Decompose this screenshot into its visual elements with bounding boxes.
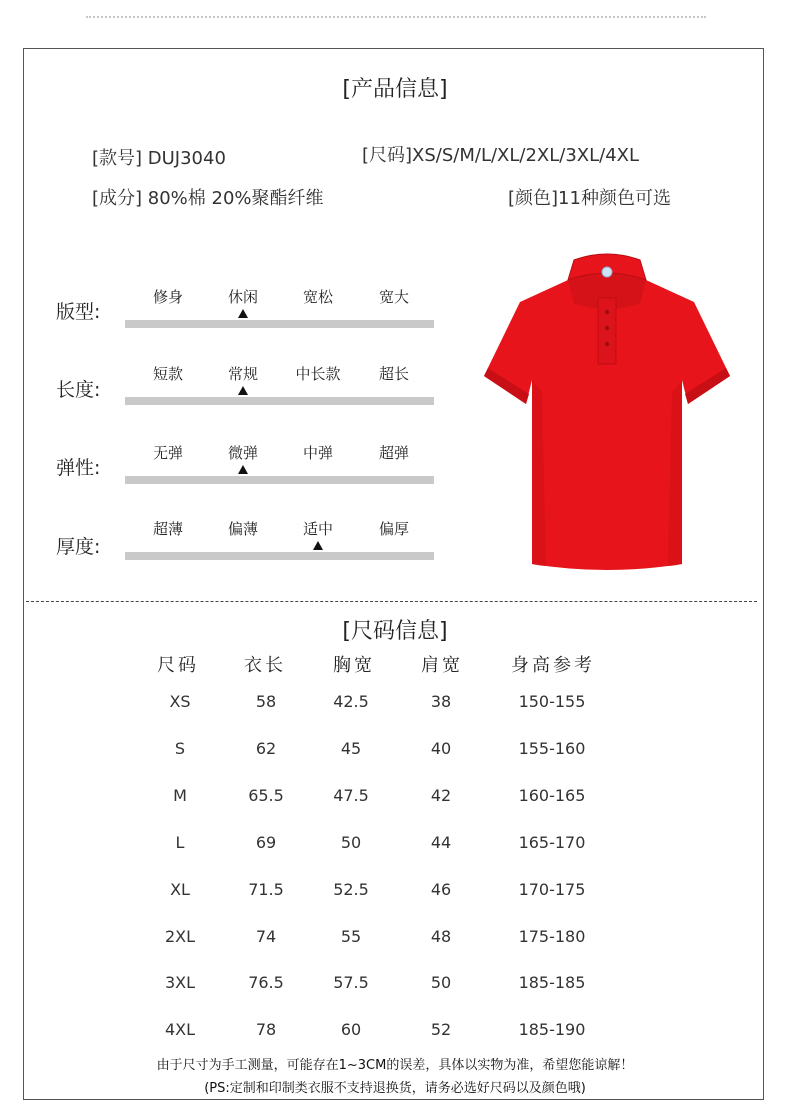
attr-option: 宽大 (378, 288, 409, 306)
attr-option: 中长款 (295, 365, 341, 383)
attr-option: 无弹 (152, 444, 183, 462)
table-cell: 60 (340, 1020, 362, 1040)
table-cell: 62 (255, 738, 277, 758)
scale-bar (125, 397, 434, 405)
product-info-title: [产品信息] (342, 77, 448, 102)
table-cell: 185-190 (518, 1020, 586, 1040)
attr-option: 宽松 (302, 288, 333, 306)
table-cell: 150-155 (518, 692, 586, 711)
attr-option: 修身 (152, 288, 183, 306)
table-cell: 57.5 (333, 973, 369, 993)
table-cell: 44 (430, 832, 452, 852)
table-cell-size: 2XL (164, 926, 196, 946)
table-header: 衣长 (244, 655, 286, 676)
table-cell-size: M (173, 785, 187, 805)
table-header: 胸宽 (333, 655, 375, 676)
table-cell-size: 3XL (164, 973, 196, 993)
table-header: 肩宽 (421, 655, 463, 676)
selection-marker-icon (313, 541, 323, 550)
attr-option: 常规 (227, 365, 258, 383)
scale-bar (125, 552, 434, 560)
model-number: [款号] DUJ3040 (92, 148, 226, 169)
attr-option: 休闲 (227, 288, 258, 306)
table-cell: 58 (255, 692, 277, 711)
attr-option: 适中 (302, 520, 333, 538)
attr-label-thickness: 厚度: (56, 536, 101, 558)
table-cell: 170-175 (518, 879, 586, 899)
section-divider (26, 601, 757, 602)
table-cell: 42 (430, 785, 452, 805)
table-header: 身高参考 (511, 655, 595, 676)
table-cell: 71.5 (248, 879, 284, 899)
selection-marker-icon (238, 465, 248, 474)
attr-option: 偏厚 (378, 520, 409, 538)
attr-option: 偏薄 (227, 520, 258, 538)
table-cell: 47.5 (333, 785, 369, 805)
table-cell: 185-185 (518, 973, 586, 993)
table-cell: 50 (430, 973, 452, 993)
size-list: [尺码]XS/S/M/L/XL/2XL/3XL/4XL (362, 145, 640, 166)
attr-label-elasticity: 弹性: (56, 457, 101, 479)
table-cell: 45 (340, 738, 362, 758)
table-cell-size: XL (170, 879, 190, 899)
table-cell: 50 (340, 832, 362, 852)
table-cell: 74 (255, 926, 277, 946)
selection-marker-icon (238, 309, 248, 318)
attr-label-fit: 版型: (56, 301, 101, 323)
scale-bar (125, 476, 434, 484)
attr-option: 短款 (152, 365, 183, 383)
table-cell: 42.5 (333, 692, 369, 711)
table-cell: 175-180 (518, 926, 586, 946)
table-cell-size: S (174, 738, 186, 758)
table-header: 尺码 (157, 655, 199, 676)
selection-marker-icon (238, 386, 248, 395)
table-cell: 76.5 (248, 973, 284, 993)
table-cell: 48 (430, 926, 452, 946)
attr-option: 超薄 (152, 520, 183, 538)
table-cell: 155-160 (518, 738, 586, 758)
table-cell: 38 (430, 692, 452, 711)
attr-option: 微弹 (227, 444, 258, 462)
size-info-title: [尺码信息] (342, 619, 448, 644)
table-cell: 78 (255, 1020, 277, 1040)
attr-option: 超长 (378, 365, 409, 383)
table-cell: 65.5 (248, 785, 284, 805)
material-composition: [成分] 80%棉 20%聚酯纤维 (92, 188, 324, 209)
table-cell: 55 (340, 926, 362, 946)
table-cell: 69 (255, 832, 277, 852)
return-policy-note: (PS:定制和印制类衣服不支持退换货，请务必选好尺码以及颜色哦) (204, 1081, 586, 1096)
polo-shirt-image (480, 252, 734, 577)
attr-option: 中弹 (302, 444, 333, 462)
table-cell: 52.5 (333, 879, 369, 899)
table-cell: 160-165 (518, 785, 586, 805)
table-cell-size: L (175, 832, 185, 852)
scale-bar (125, 320, 434, 328)
color-options: [颜色]11种颜色可选 (508, 188, 671, 209)
attr-label-length: 长度: (56, 379, 101, 401)
table-cell-size: XS (169, 692, 191, 711)
table-cell: 46 (430, 879, 452, 899)
attr-option: 超弹 (378, 444, 409, 462)
table-cell-size: 4XL (164, 1020, 196, 1040)
measurement-note: 由于尺寸为手工测量，可能存在1~3CM的误差，具体以实物为准，希望您能谅解！ (156, 1058, 634, 1073)
table-cell: 52 (430, 1020, 452, 1040)
table-cell: 40 (430, 738, 452, 758)
top-dotted-rule (86, 16, 706, 18)
table-cell: 165-170 (518, 832, 586, 852)
